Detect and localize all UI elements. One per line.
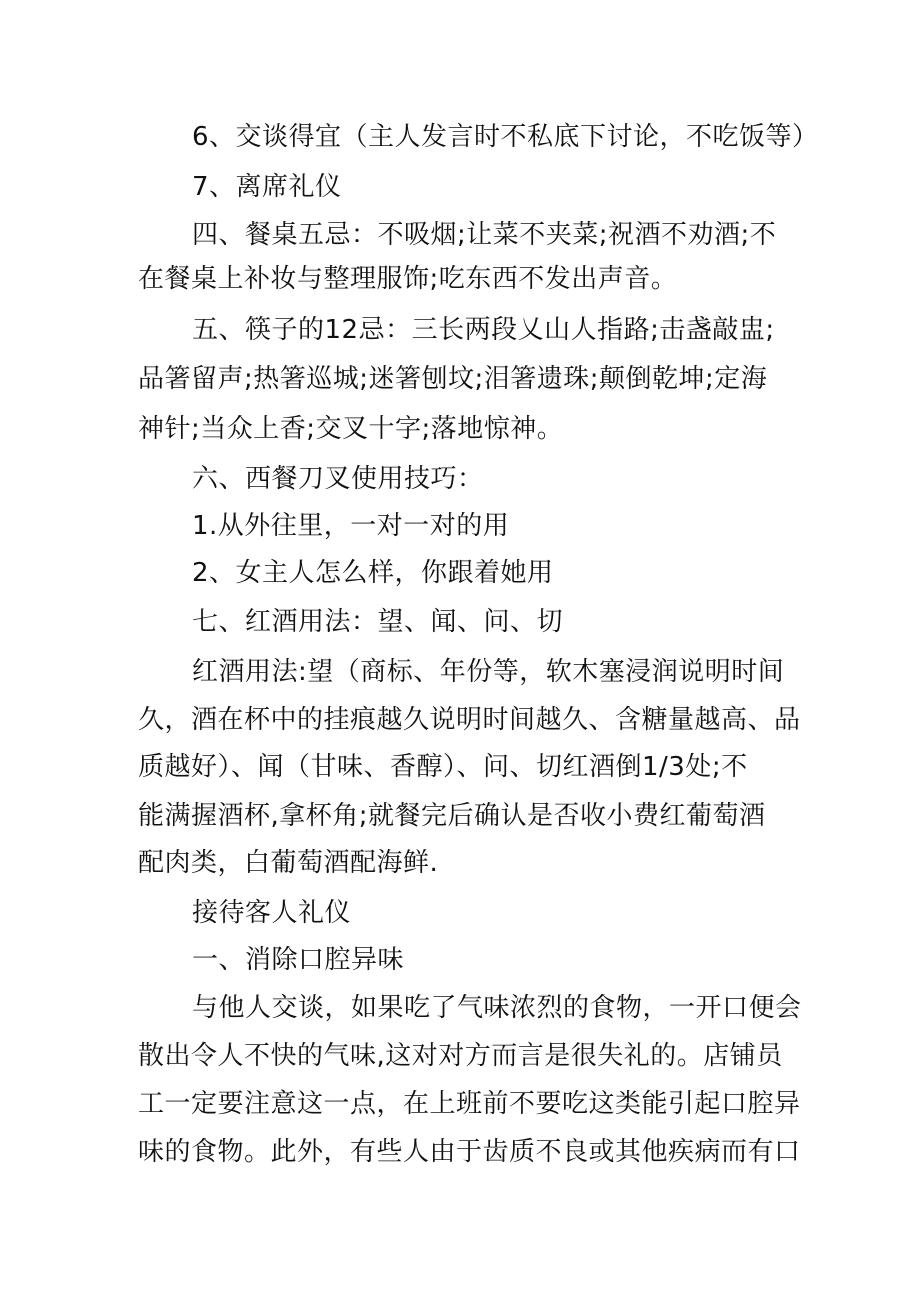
paragraph-line: 2、女主人怎么样，你跟着她用 [192,558,554,588]
paragraph-line: 质越好）、闻（甘味、香醇）、问、切红酒倒1/3处;不 [138,752,748,782]
section-heading: 接待客人礼仪 [192,898,352,928]
paragraph-line: 五、筷子的12忌：三长两段乂山人指路;击盏敲盅; [192,315,775,345]
paragraph-line: 红酒用法:望（商标、年份等，软木塞浸润说明时间 [192,657,785,687]
paragraph-line: 神针;当众上香;交叉十字;落地惊神。 [138,414,564,444]
paragraph-line: 6、交谈得宜（主人发言时不私底下讨论，不吃饭等） [192,122,819,152]
paragraph-line: 7、离席礼仪 [192,172,342,202]
section-heading: 六、西餐刀叉使用技巧： [192,464,484,494]
paragraph-line: 与他人交谈，如果吃了气味浓烈的食物，一开口便会 [192,993,802,1023]
paragraph-line: 能满握酒杯,拿杯角;就餐完后确认是否收小费红葡萄酒 [138,801,766,831]
paragraph-line: 散出令人不快的气味,这对对方而言是很失礼的。店铺员 [138,1041,783,1071]
paragraph-line: 在餐桌上补妆与整理服饰;吃东西不发出声音。 [138,264,678,294]
paragraph-line: 品箸留声;热箸巡城;迷箸刨坟;泪箸遗珠;颠倒乾坤;定海 [138,364,768,394]
paragraph-line: 配肉类，白葡萄酒配海鲜. [138,848,439,878]
paragraph-line: 四、餐桌五忌：不吸烟;让菜不夹菜;祝酒不劝酒;不 [192,220,777,250]
paragraph-line: 工一定要注意这一点，在上班前不要吃这类能引起口腔异 [138,1089,801,1119]
paragraph-line: 味的食物。此外，有些人由于齿质不良或其他疾病而有口 [138,1137,801,1167]
section-heading: 一、消除口腔异味 [192,945,405,975]
paragraph-line: 久，酒在杯中的挂痕越久说明时间越久、含糖量越高、品 [138,705,801,735]
section-heading: 七、红酒用法：望、闻、问、切 [192,607,564,637]
paragraph-line: 1.从外往里，一对一对的用 [192,511,510,541]
